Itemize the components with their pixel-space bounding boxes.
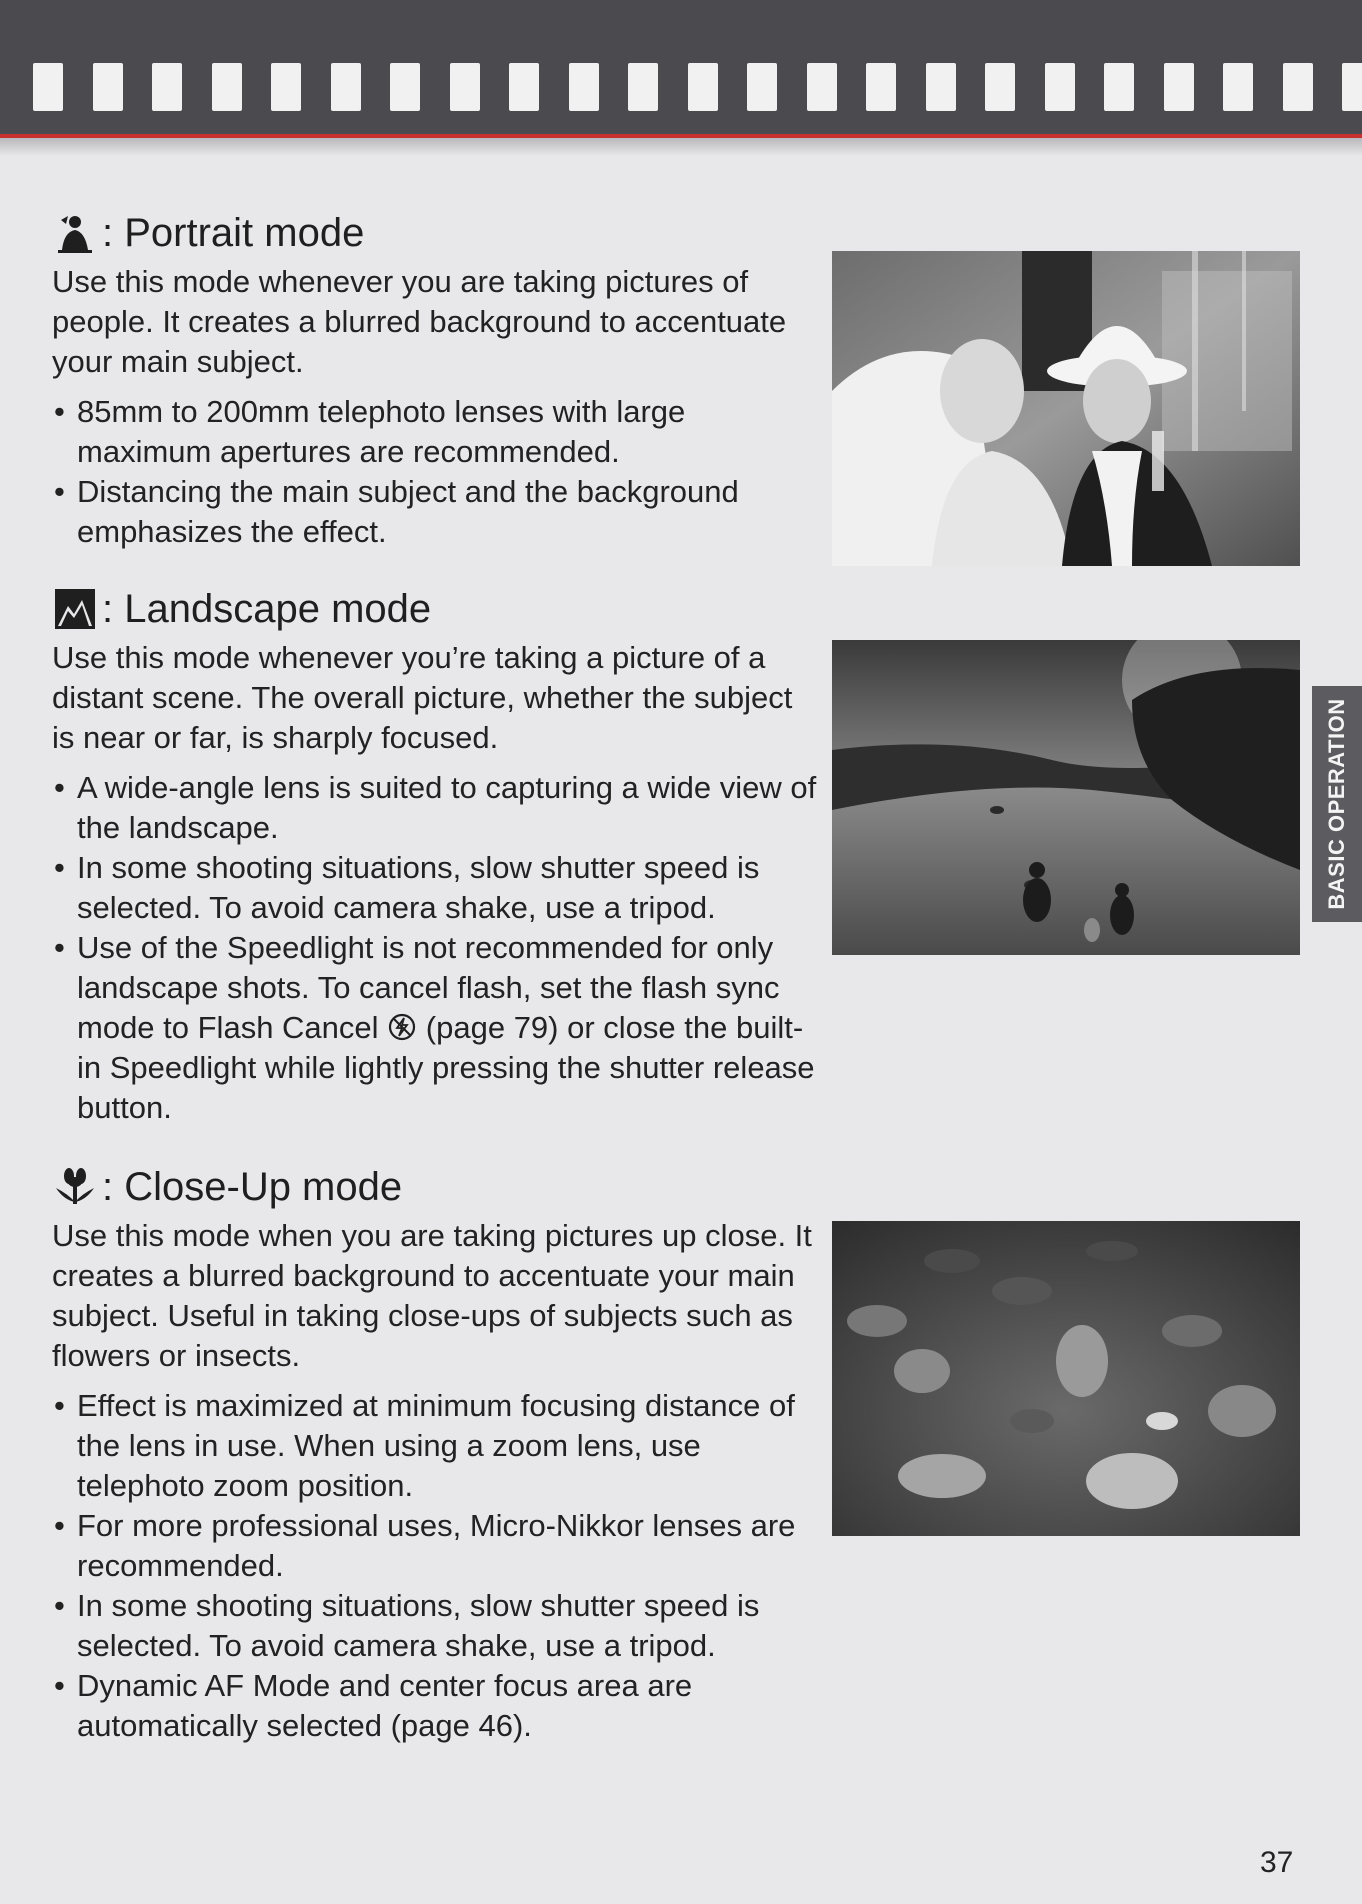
film-perforation <box>866 63 896 111</box>
film-perforation <box>152 63 182 111</box>
list-item: • 85mm to 200mm telephoto lenses with large maximum apertures are recommended. <box>52 392 822 472</box>
film-perforation <box>390 63 420 111</box>
portrait-body: Use this mode whenever you are taking pictures of people. It creates a blurred background to accentuate your main subject. <box>52 264 787 379</box>
film-perforation <box>450 63 480 111</box>
landscape-heading <box>52 586 822 632</box>
film-perforation <box>93 63 123 111</box>
portrait-photo <box>832 251 1300 566</box>
section-side-tab <box>1312 686 1362 922</box>
film-perforation <box>807 63 837 111</box>
landscape-mode-icon <box>52 586 98 632</box>
landscape-photo <box>832 640 1300 955</box>
close-up-photo <box>832 1221 1300 1536</box>
list-item: • Dynamic AF Mode and center focus area are automatically selected (page 46). <box>52 1666 822 1746</box>
landscape-bullets <box>52 768 822 1128</box>
portrait-mode-icon <box>52 210 98 256</box>
film-perforation <box>569 63 599 111</box>
list-item: • Effect is maximized at minimum focusing distance of the lens in use. When using a zoom lens, use telephoto zoom position. <box>52 1386 822 1506</box>
film-perforation <box>747 63 777 111</box>
landscape-body: Use this mode whenever you’re taking a picture of a distant scene. The overall picture, whether the subject is near or far, is sharply focused. <box>52 640 793 755</box>
film-perforation <box>628 63 658 111</box>
page-number: 37 <box>1260 1846 1294 1879</box>
flash-bullet-text-after: (page 79) or close the built-in Speedlight while lightly pressing the shutter release button. <box>77 1010 815 1125</box>
close-up-heading <box>52 1164 822 1210</box>
close-up-mode-icon <box>52 1164 98 1210</box>
portrait-section <box>52 210 822 552</box>
film-perforation <box>271 63 301 111</box>
flash-cancel-icon <box>387 1012 417 1042</box>
film-perforations <box>0 63 1362 111</box>
list-item: • In some shooting situations, slow shutter speed is selected. To avoid camera shake, use a tripod. <box>52 1586 822 1666</box>
portrait-heading <box>52 210 822 256</box>
film-perforation <box>33 63 63 111</box>
film-strip-header <box>0 0 1362 134</box>
film-perforation <box>509 63 539 111</box>
landscape-title: : Landscape mode <box>102 587 432 631</box>
landscape-section <box>52 586 822 1128</box>
film-perforation <box>1342 63 1362 111</box>
film-perforation <box>331 63 361 111</box>
film-perforation <box>1223 63 1253 111</box>
film-perforation <box>985 63 1015 111</box>
list-item: • A wide-angle lens is suited to capturing a wide view of the landscape. <box>52 768 822 848</box>
film-perforation <box>1104 63 1134 111</box>
close-up-title: : Close-Up mode <box>102 1165 403 1209</box>
film-perforation <box>212 63 242 111</box>
close-up-body: Use this mode when you are taking pictures up close. It creates a blurred background to accentuate your main subject. Useful in taking close-ups of subjects such as flowers or insects. <box>52 1218 812 1373</box>
portrait-title: : Portrait mode <box>102 211 365 255</box>
list-item: • For more professional uses, Micro-Nikkor lenses are recommended. <box>52 1506 822 1586</box>
film-perforation <box>926 63 956 111</box>
flash-bullet-text-before: Use of the Speedlight is not recommended for only landscape shots. To cancel flash, set the flash sync mode to Flash Cancel <box>77 930 780 1045</box>
film-perforation <box>1164 63 1194 111</box>
film-perforation <box>688 63 718 111</box>
close-up-section <box>52 1164 822 1746</box>
header-shadow <box>0 138 1362 156</box>
list-item <box>52 928 822 1128</box>
list-item: • Distancing the main subject and the background emphasizes the effect. <box>52 472 822 552</box>
film-perforation <box>1283 63 1313 111</box>
portrait-bullets <box>52 392 822 552</box>
list-item: • In some shooting situations, slow shutter speed is selected. To avoid camera shake, use a tripod. <box>52 848 822 928</box>
close-up-bullets <box>52 1386 822 1746</box>
side-tab-label: BASIC OPERATION <box>1324 698 1349 910</box>
film-perforation <box>1045 63 1075 111</box>
